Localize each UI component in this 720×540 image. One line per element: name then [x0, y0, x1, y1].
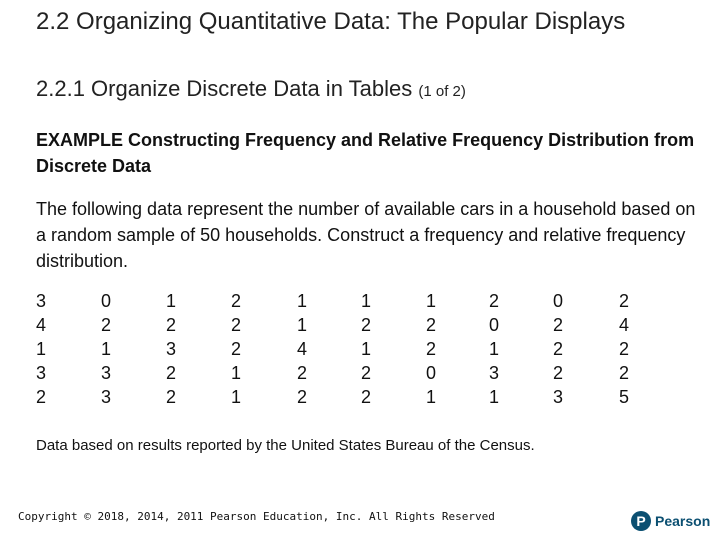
- table-row: [36, 385, 656, 409]
- page-note: (1 of 2): [418, 83, 466, 100]
- subtitle-text: 2.2.1 Organize Discrete Data in Tables: [36, 76, 413, 101]
- table-cell: 4: [297, 339, 308, 359]
- example-heading: [36, 127, 696, 179]
- table-row: [36, 313, 656, 337]
- table-cell: 3: [553, 387, 564, 407]
- table-cell: 1: [231, 363, 242, 383]
- table-cell: 2: [553, 339, 564, 359]
- table-cell: 2: [297, 363, 308, 383]
- table-cell: 1: [297, 291, 308, 311]
- table-cell: 3: [166, 339, 177, 359]
- table-cell: 1: [166, 291, 177, 311]
- source-note: Data based on results reported by the United States Bureau of the Census.: [36, 437, 535, 454]
- table-cell: 2: [101, 315, 112, 335]
- table-cell: 1: [489, 387, 500, 407]
- table-cell: 2: [297, 387, 308, 407]
- section-subtitle: [36, 74, 696, 107]
- table-cell: 2: [553, 315, 564, 335]
- table-cell: 4: [36, 315, 47, 335]
- table-cell: 0: [553, 291, 564, 311]
- slide-title: 2.2 Organizing Quantitative Data: The Popular Displays: [36, 8, 626, 35]
- table-cell: 0: [426, 363, 437, 383]
- pearson-logo-icon: P: [631, 511, 651, 531]
- table-cell: 2: [619, 291, 630, 311]
- table-cell: 1: [101, 339, 112, 359]
- example-title: Constructing Frequency and Relative Frequency Distribution from Discrete Data: [36, 130, 695, 176]
- table-cell: 1: [426, 291, 437, 311]
- table-cell: 2: [361, 315, 372, 335]
- table-cell: 1: [361, 339, 372, 359]
- table-row: [36, 337, 656, 361]
- pearson-logo: [631, 510, 711, 534]
- table-cell: 1: [297, 315, 308, 335]
- example-label: EXAMPLE: [36, 130, 124, 150]
- table-row: [36, 361, 656, 385]
- table-cell: 2: [619, 339, 630, 359]
- table-cell: 4: [619, 315, 630, 335]
- table-cell: 1: [36, 339, 47, 359]
- copyright-text: Copyright © 2018, 2014, 2011 Pearson Education, Inc. All Rights Reserved: [18, 510, 495, 523]
- table-cell: 3: [101, 387, 112, 407]
- table-row: [36, 289, 656, 313]
- table-cell: 2: [361, 387, 372, 407]
- table-cell: 2: [231, 291, 242, 311]
- table-cell: 2: [36, 387, 47, 407]
- table-cell: 0: [489, 315, 500, 335]
- footer: [0, 496, 720, 540]
- pearson-logo-text: Pearson: [655, 513, 711, 529]
- table-cell: 1: [489, 339, 500, 359]
- table-cell: 2: [426, 339, 437, 359]
- table-cell: 3: [489, 363, 500, 383]
- table-cell: 2: [361, 363, 372, 383]
- table-cell: 5: [619, 387, 630, 407]
- table-cell: 2: [166, 363, 177, 383]
- table-cell: 2: [231, 315, 242, 335]
- table-cell: 3: [101, 363, 112, 383]
- table-cell: 1: [426, 387, 437, 407]
- table-cell: 2: [231, 339, 242, 359]
- table-cell: 0: [101, 291, 112, 311]
- table-cell: 1: [361, 291, 372, 311]
- table-cell: 2: [619, 363, 630, 383]
- data-table: [36, 289, 656, 409]
- table-cell: 2: [166, 315, 177, 335]
- table-cell: 2: [553, 363, 564, 383]
- table-cell: 3: [36, 363, 47, 383]
- problem-description: The following data represent the number of available cars in a household based on a random sample of 50 households. Construct a frequency and relative frequency distribution.: [36, 199, 696, 271]
- table-cell: 2: [489, 291, 500, 311]
- table-cell: 3: [36, 291, 47, 311]
- table-cell: 1: [231, 387, 242, 407]
- table-cell: 2: [426, 315, 437, 335]
- table-cell: 2: [166, 387, 177, 407]
